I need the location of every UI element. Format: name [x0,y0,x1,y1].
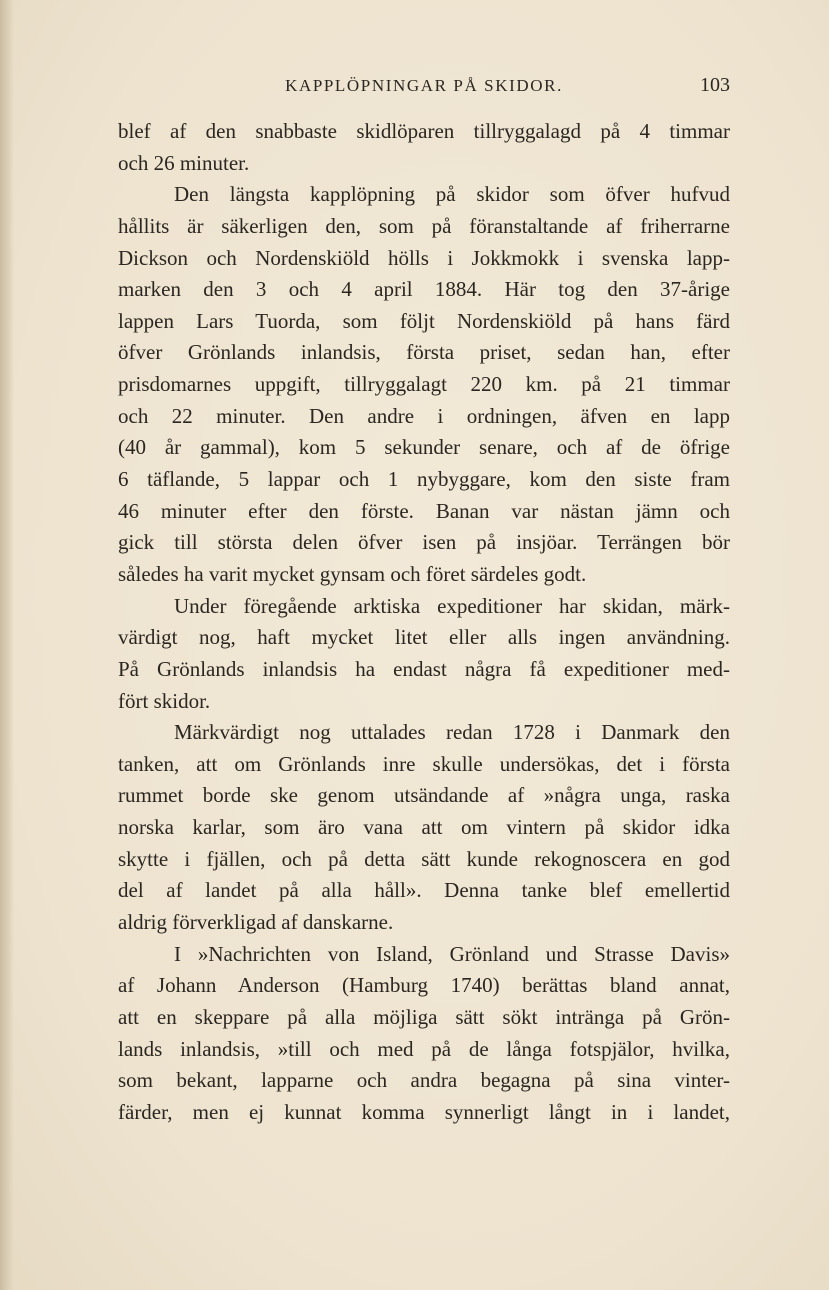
text-line: gick till största delen öfver isen på insjöar. Terrängen bör [118,530,730,555]
text-line: öfver Grönlands inlandsis, första priset, sedan han, efter [118,340,730,365]
page-header [118,70,730,102]
text-line: lappen Lars Tuorda, som följt Nordenskiöld på hans färd [118,308,730,333]
text-line: Den längsta kapplöpning på skidor som öfver hufvud [174,182,730,207]
page-number: 103 [700,74,730,96]
text-line: tanken, att om Grönlands inre skulle undersökas, det i första [118,751,730,776]
text-line: 46 minuter efter den förste. Banan var nästan jämn och [118,498,730,523]
text-line: färder, men ej kunnat komma synnerligt långt in i landet, [118,1099,730,1124]
text-line: Märkvärdigt nog uttalades redan 1728 i Danmark den [174,720,730,745]
text-line: skytte i fjällen, och på detta sätt kunde rekognoscera en god [118,846,730,871]
text-line: rummet borde ske genom utsändande af »några unga, raska [118,783,730,808]
text-line: (40 år gammal), kom 5 sekunder senare, och af de öfrige [118,435,730,460]
text-line: blef af den snabbaste skidlöparen tillryggalagd på 4 timmar [118,119,730,143]
running-title: KAPPLÖPNINGAR PÅ SKIDOR. [285,76,563,95]
text-line: Dickson och Nordenskiöld hölls i Jokkmokk i svenska lapp- [118,245,730,270]
text-line: således ha varit mycket gynsam och föret särdeles godt. [118,561,587,586]
text-line: hållits är säkerligen den, som på föranstaltande af friherrarne [118,213,730,238]
text-line: fört skidor. [118,688,211,713]
body-text [118,116,730,1129]
text-line: som bekant, lapparne och andra begagna på sina vinter- [118,1068,730,1093]
text-line: Under föregående arktiska expeditioner har skidan, märk- [174,593,730,618]
text-line: aldrig förverkligad af danskarne. [118,910,394,935]
text-line: och 26 minuter. [118,150,250,175]
page-gutter [0,0,14,1290]
text-line: lands inlandsis, »till och med på de långa fotspjälor, hvilka, [118,1036,730,1061]
text-line: del af landet på alla håll». Denna tanke blef emellertid [118,878,730,903]
text-line: och 22 minuter. Den andre i ordningen, äfven en lapp [118,403,730,428]
text-line: värdigt nog, haft mycket litet eller alls ingen användning. [118,625,730,650]
text-line: att en skeppare på alla möjliga sätt sökt intränga på Grön- [118,1004,730,1029]
text-line: marken den 3 och 4 april 1884. Här tog den 37-årige [118,277,730,302]
text-line: prisdomarnes uppgift, tillryggalagt 220 km. på 21 timmar [118,372,730,397]
text-line: af Johann Anderson (Hamburg 1740) berättas bland annat, [118,973,730,998]
text-line: I »Nachrichten von Island, Grönland und Strasse Davis» [174,941,730,966]
text-line: På Grönlands inlandsis ha endast några få expeditioner med- [118,656,730,681]
text-line: 6 täflande, 5 lappar och 1 nybyggare, kom den siste fram [118,467,730,492]
text-line: norska karlar, som äro vana att om vintern på skidor idka [118,815,730,840]
